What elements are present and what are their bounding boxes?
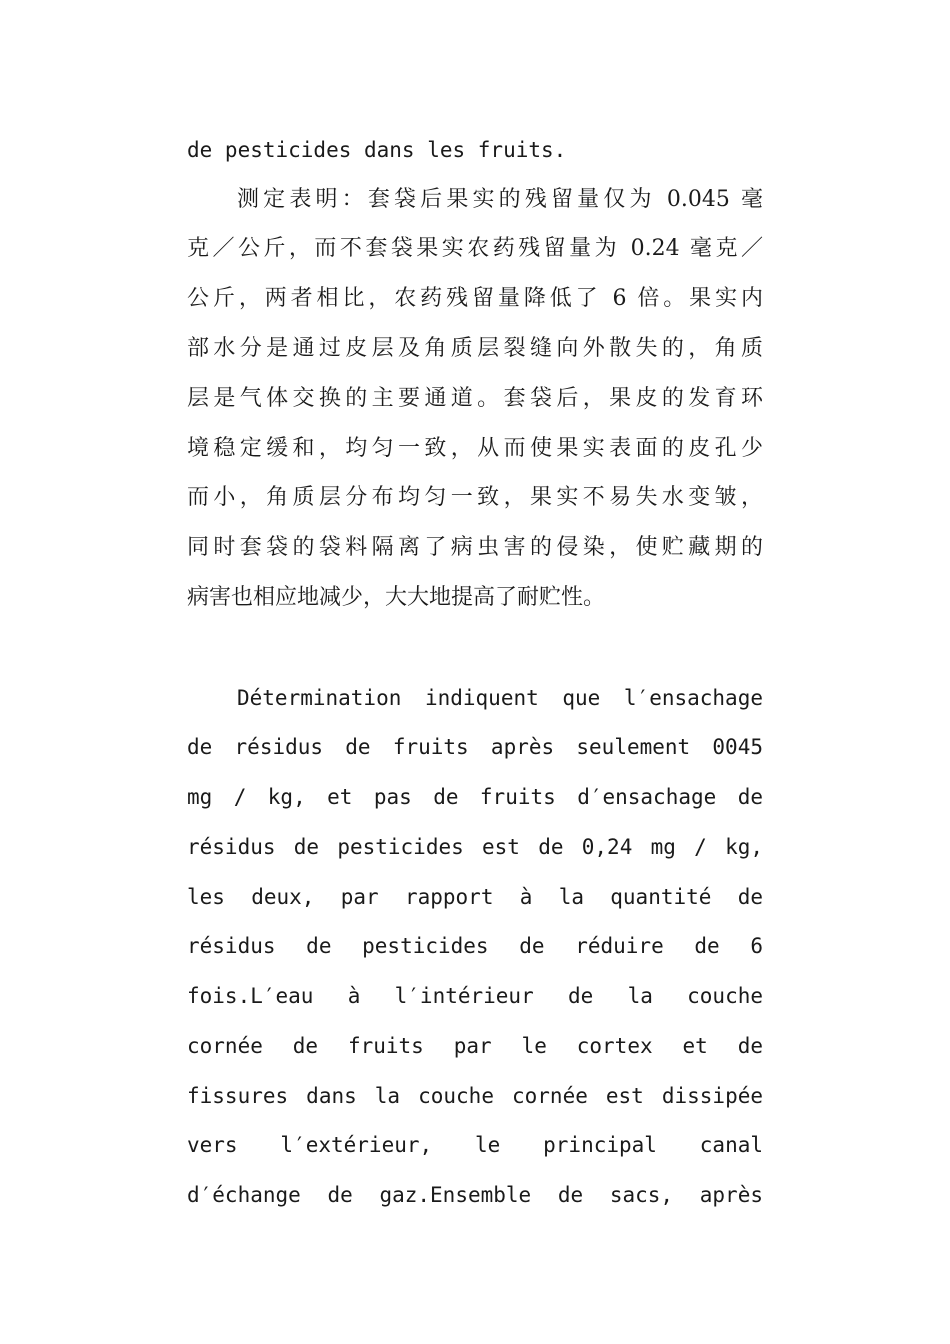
text-line: de pesticides dans les fruits.	[187, 138, 567, 162]
text-line: résidus de pesticides est de 0,24 mg / kg,	[187, 835, 763, 859]
text-line: mg / kg, et pas de fruits d′ensachage de	[187, 785, 763, 809]
text-line: 克／公斤，而不套袋果实农药残留量为 0.24 毫克／	[187, 236, 763, 261]
text-line: vers l′extérieur, le principal canal	[187, 1133, 763, 1157]
text-line: cornée de fruits par le cortex et de	[187, 1034, 763, 1058]
text-line: de résidus de fruits après seulement 0045	[187, 735, 763, 759]
text-line: 部水分是通过皮层及角质层裂缝向外散失的，角质	[187, 336, 763, 361]
text-line: 病害也相应地减少，大大地提高了耐贮性。	[187, 585, 606, 610]
text-line: 境稳定缓和，均匀一致，从而使果实表面的皮孔少	[187, 436, 763, 461]
text-line: Détermination indiquent que l′ensachage	[237, 686, 763, 710]
text-line: résidus de pesticides de réduire de 6	[187, 934, 763, 958]
text-line: d′échange de gaz.Ensemble de sacs, après	[187, 1183, 763, 1207]
text-line: 测定表明：套袋后果实的残留量仅为 0.045 毫	[237, 187, 763, 212]
text-line: 公斤，两者相比，农药残留量降低了 6 倍。果实内	[187, 286, 763, 311]
text-line: les deux, par rapport à la quantité de	[187, 885, 763, 909]
text-line: 层是气体交换的主要通道。套袋后，果皮的发育环	[187, 386, 763, 411]
text-line: fois.L′eau à l′intérieur de la couche	[187, 984, 763, 1008]
text-line: 同时套袋的袋料隔离了病虫害的侵染，使贮藏期的	[187, 535, 763, 560]
text-line: 而小，角质层分布均匀一致，果实不易失水变皱，	[187, 485, 763, 510]
text-line: fissures dans la couche cornée est dissipée	[187, 1084, 763, 1108]
